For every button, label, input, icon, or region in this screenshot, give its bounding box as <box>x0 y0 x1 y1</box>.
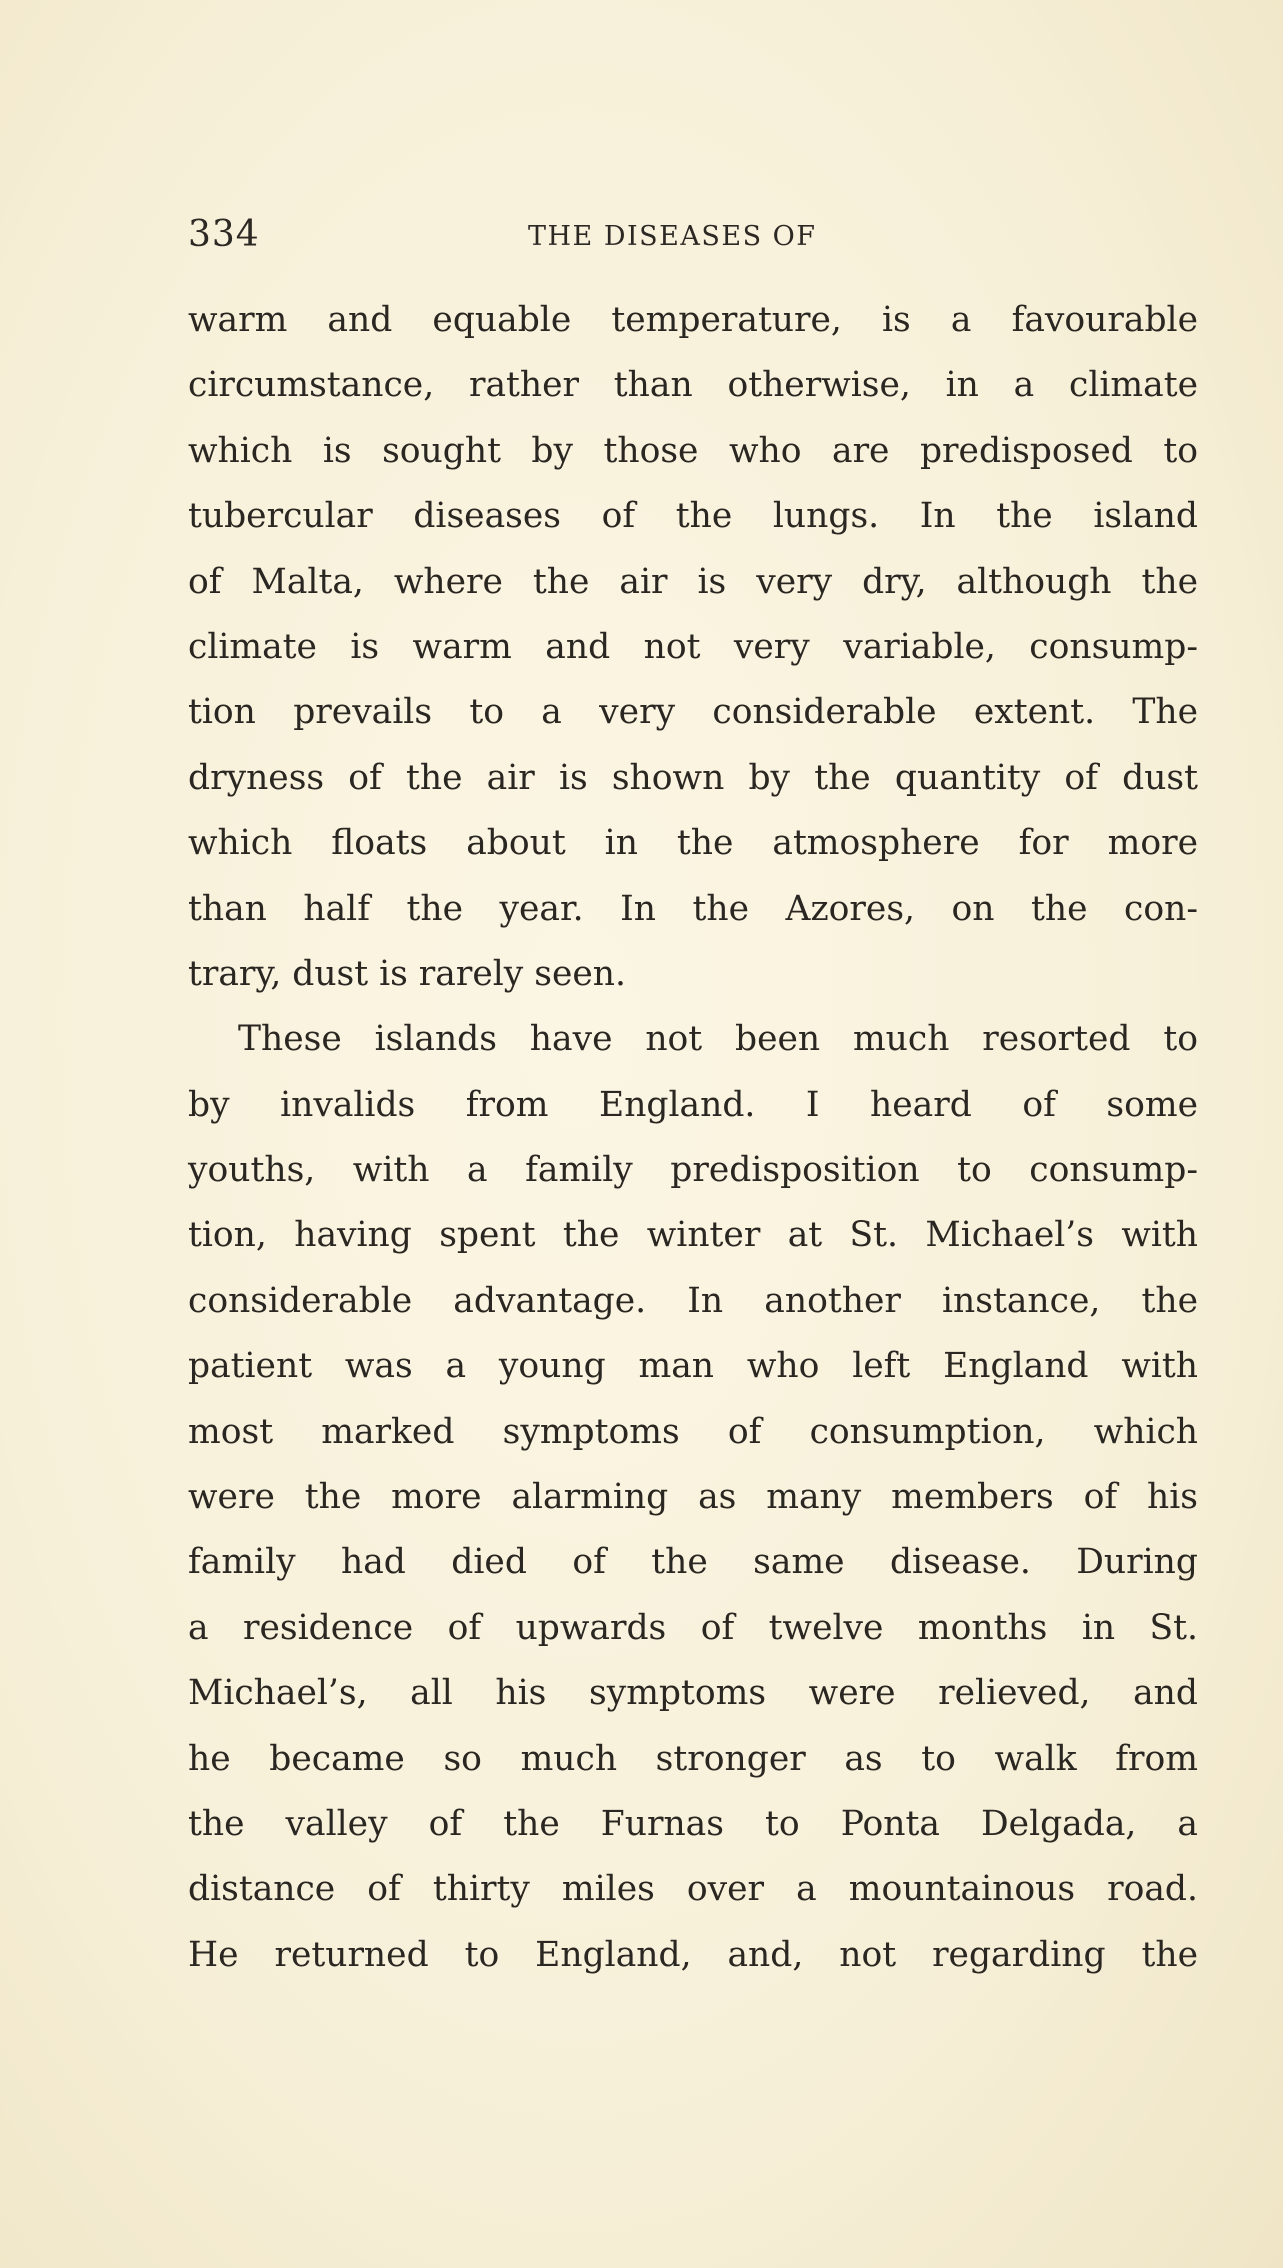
text-line: patient was a young man who left England with <box>188 1346 1198 1387</box>
text-line: which is sought by those who are predisposed to <box>188 430 1198 471</box>
text-line: distance of thirty miles over a mountainous road. <box>188 1869 1198 1910</box>
text-line: he became so much stronger as to walk from <box>188 1738 1198 1779</box>
text-line: tubercular diseases of the lungs. In the island <box>188 496 1198 537</box>
text-line: These islands have not been much resorted to <box>238 1019 1198 1060</box>
text-line: trary, dust is rarely seen. <box>188 953 626 994</box>
text-line: warm and equable temperature, is a favourable <box>188 300 1198 340</box>
body-text <box>188 288 1198 1988</box>
text-line: tion, having spent the winter at St. Michael’s with <box>188 1215 1198 1256</box>
text-line: family had died of the same disease. During <box>188 1542 1198 1583</box>
text-line: the valley of the Furnas to Ponta Delgada, a <box>188 1803 1198 1844</box>
text-line: Michael’s, all his symptoms were relieved, and <box>188 1673 1198 1714</box>
text-line: of Malta, where the air is very dry, although the <box>188 561 1198 602</box>
page-number: 334 <box>188 214 260 255</box>
text-line: than half the year. In the Azores, on the con- <box>188 888 1198 929</box>
text-line: which floats about in the atmosphere for more <box>188 823 1198 864</box>
running-head-title: THE DISEASES OF <box>528 221 817 252</box>
text-line: considerable advantage. In another instance, the <box>188 1280 1198 1321</box>
running-head <box>188 210 1198 260</box>
text-line: climate is warm and not very variable, consump- <box>188 626 1198 667</box>
text-line: youths, with a family predisposition to consump- <box>188 1150 1198 1191</box>
text-line: by invalids from England. I heard of some <box>188 1084 1198 1125</box>
text-line: tion prevails to a very considerable extent. The <box>188 692 1198 733</box>
text-line: He returned to England, and, not regarding the <box>188 1934 1198 1975</box>
text-line: were the more alarming as many members of his <box>188 1477 1198 1518</box>
text-line: most marked symptoms of consumption, which <box>188 1411 1198 1452</box>
text-line: a residence of upwards of twelve months in St. <box>188 1607 1198 1648</box>
text-line: circumstance, rather than otherwise, in a climate <box>188 365 1198 406</box>
text-line: dryness of the air is shown by the quantity of dust <box>188 757 1198 798</box>
